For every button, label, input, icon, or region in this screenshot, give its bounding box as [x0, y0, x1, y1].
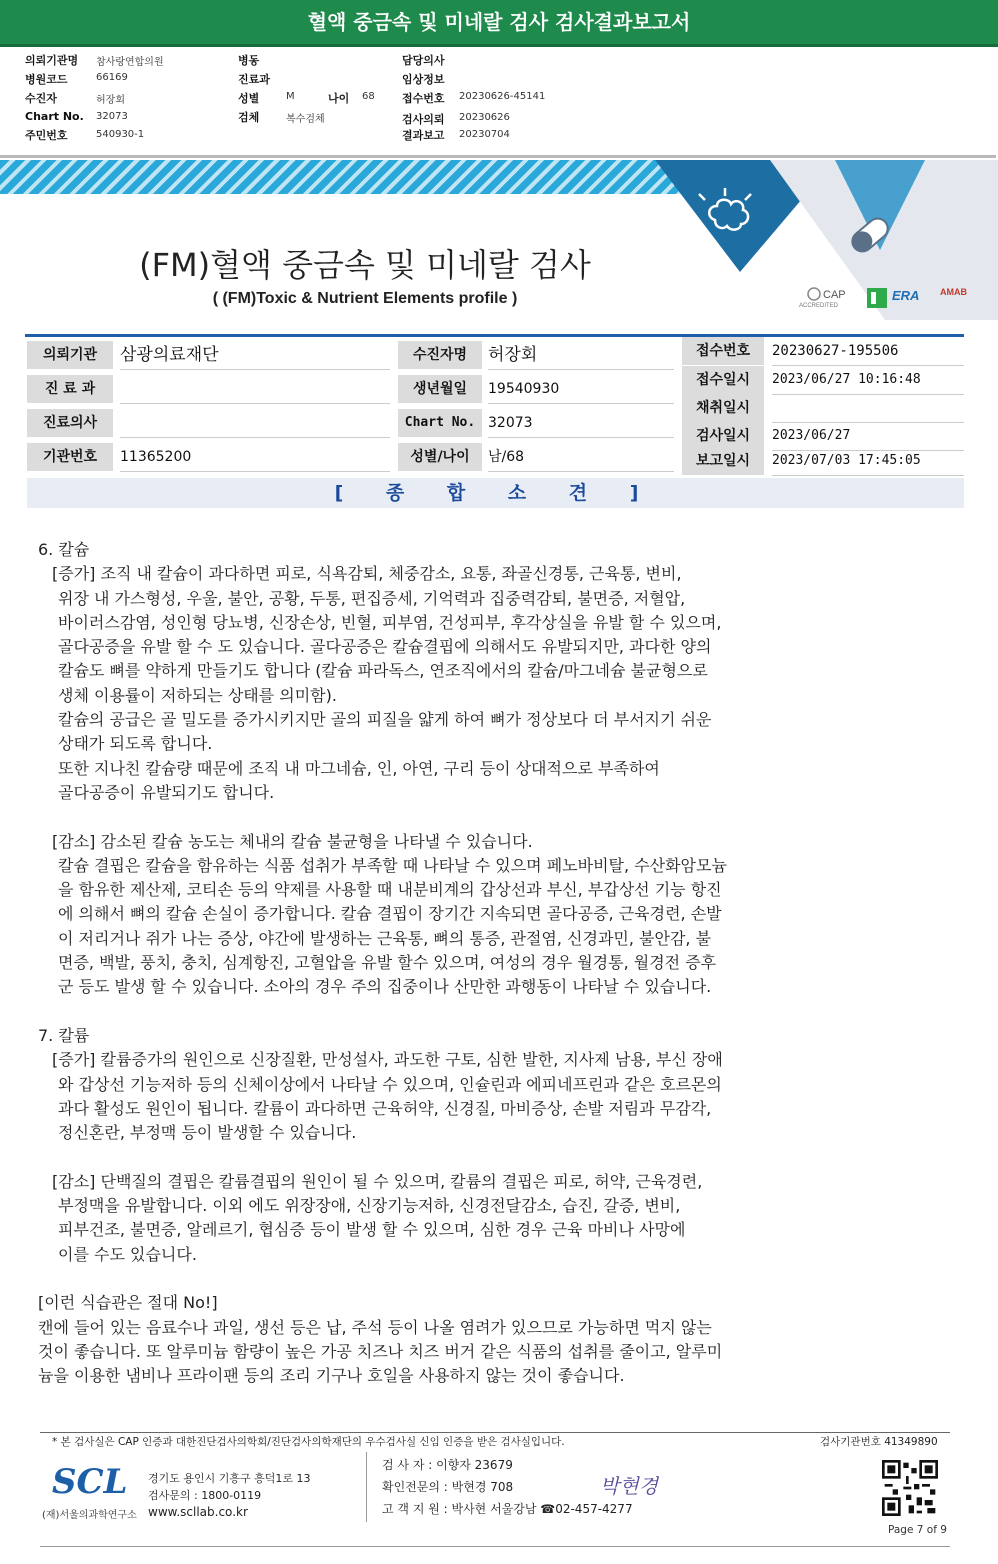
- body-line: 골다공증을 유발 할 수 도 있습니다. 골다공증은 칼슘결핍에 의해서도 유발되지만, 과다한 양의: [58, 637, 712, 657]
- table-value: [120, 409, 390, 438]
- table-value: 허장회: [488, 341, 674, 370]
- paragraph-gap: [38, 1000, 938, 1024]
- test-title: (FM)혈액 중금속 및 미네랄 검사: [139, 246, 591, 284]
- summary-section-header: [ 종 합 소 견 ]: [27, 478, 964, 508]
- body-line: [감소] 단백질의 결핍은 칼륨결핍의 원인이 될 수 있으며, 칼륨의 결핍은 피로, 허약, 근육경련,: [52, 1171, 703, 1191]
- lm-logo: [867, 288, 887, 308]
- header-value: 20230626: [459, 112, 510, 123]
- lab-inquiry: 검사문의 : 1800-0119: [148, 1489, 262, 1502]
- paragraph-gap: [38, 805, 938, 829]
- header-key: 검사의뢰: [402, 113, 445, 126]
- table-key: 의뢰기관: [27, 341, 113, 369]
- accreditation-note: * 본 검사실은 CAP 인증과 대한진단검사의학회/진단검사의학재단의 우수검사실 신임 인증을 받은 검사실입니다.: [52, 1436, 565, 1448]
- header-key: Chart No.: [25, 110, 84, 123]
- table-key: 접수일시: [682, 366, 764, 394]
- body-line: 이를 수도 있습니다.: [58, 1244, 197, 1264]
- body-line: 또한 지나친 칼슘량 때문에 조직 내 마그네슘, 인, 아연, 구리 등이 상대적으로 부족하여: [58, 758, 660, 778]
- body-line: 군 등도 발생 할 수 있습니다. 소아의 경우 주의 집중이나 산만한 과행동이 나타날 수 있습니다.: [58, 977, 712, 997]
- body-line: [이런 식습관은 절대 No!]: [38, 1293, 218, 1313]
- table-key: 검사일시: [682, 422, 764, 450]
- bottom-divider: [40, 1546, 950, 1547]
- body-line: 와 갑상선 기능저하 등의 신체이상에서 나타날 수 있으며, 인슐린과 에피네프린과 같은 호르몬의: [58, 1074, 722, 1094]
- tester-info: 검 사 자 : 이향자 23679: [382, 1458, 513, 1472]
- table-key: 수진자명: [398, 341, 482, 369]
- table-key: Chart No.: [398, 409, 482, 437]
- support-info: 고 객 지 원 : 박사현 서울강남 ☎02-457-4277: [382, 1502, 633, 1516]
- header-value: 66169: [96, 72, 128, 83]
- table-value: 2023/06/27 10:16:48: [772, 366, 964, 395]
- table-value: 32073: [488, 409, 674, 438]
- body-line: 칼슘 결핍은 칼슘을 함유하는 식품 섭취가 부족할 때 나타날 수 있으며 페노바비탈, 수산화암모늄: [58, 855, 727, 875]
- body-line: 6. 칼슘: [38, 540, 90, 559]
- header-value: 복수검체: [286, 114, 325, 125]
- header-value: 허장회: [96, 95, 125, 106]
- table-key: 진 료 과: [27, 375, 113, 403]
- report-title-bar: 혈액 중금속 및 미네랄 검사 검사결과보고서: [0, 0, 998, 47]
- table-key: 채취일시: [682, 394, 764, 422]
- test-subtitle: ( (FM)Toxic & Nutrient Elements profile ): [212, 290, 518, 307]
- table-key: 진료의사: [27, 409, 113, 437]
- page-number: Page 7 of 9: [888, 1524, 947, 1536]
- header-value: 20230704: [459, 129, 510, 140]
- era-logo: ERA: [892, 288, 920, 303]
- header-key: 수진자: [25, 92, 57, 105]
- qr-code-icon: [882, 1460, 938, 1516]
- body-line: [증가] 조직 내 칼슘이 과다하면 피로, 식욕감퇴, 체중감소, 요통, 좌골신경통, 근육통, 변비,: [52, 564, 682, 584]
- amab-logo: AMAB: [940, 287, 967, 297]
- cap-accredited-logo: [799, 288, 846, 309]
- body-line: 칼슘도 뼈를 약하게 만들기도 합니다 (칼슘 파라독스, 연조직에서의 칼슘/마그네슘 불균형으로: [58, 661, 708, 681]
- body-line: [감소] 감소된 칼슘 농도는 체내의 칼슘 불균형을 나타낼 수 있습니다.: [52, 831, 533, 851]
- body-line: 바이러스감염, 성인형 당뇨병, 신장손상, 빈혈, 피부염, 건성피부, 후각상실을 유발 할 수 있으며,: [58, 612, 722, 632]
- header-value: 540930-1: [96, 129, 145, 140]
- body-line: [증가] 칼륨증가의 원인으로 신장질환, 만성설사, 과도한 구토, 심한 발한, 지사제 남용, 부신 장애: [52, 1050, 723, 1070]
- footer-divider: [40, 1432, 950, 1433]
- header-key: 임상정보: [402, 73, 445, 86]
- header-key: 진료과: [238, 73, 270, 86]
- footer-separator: [366, 1452, 367, 1522]
- table-value: 2023/06/27: [772, 422, 964, 451]
- body-line: 골다공증이 유발되기도 합니다.: [58, 782, 275, 802]
- table-value: 11365200: [120, 443, 390, 472]
- cap-logo-text: CAP: [823, 289, 846, 301]
- table-value: [120, 375, 390, 404]
- header-key: 병동: [238, 54, 260, 67]
- header-key: 병원코드: [25, 73, 68, 86]
- paragraph-gap: [38, 1145, 938, 1169]
- body-line: 7. 칼륨: [38, 1025, 90, 1045]
- table-key: 성별/나이: [398, 443, 482, 471]
- header-value: 참사랑연합의원: [96, 57, 164, 68]
- lab-address: 경기도 용인시 기흥구 흥덕1로 13: [148, 1472, 311, 1485]
- body-line: 이 저리거나 쥐가 나는 증상, 야간에 발생하는 근육통, 뼈의 통증, 관절염, 신경과민, 불안감, 불: [58, 928, 712, 948]
- table-key: 접수번호: [682, 337, 764, 365]
- cap-logo-subtext: ACCREDITED: [799, 303, 839, 309]
- body-line: 면증, 백발, 풍치, 충치, 심계항진, 고혈압을 유발 할수 있으며, 여성의 경우 월경통, 월경전 증후: [58, 953, 717, 973]
- table-key: 기관번호: [27, 443, 113, 471]
- header-key: 나이: [328, 92, 350, 105]
- body-line: 피부건조, 불면증, 알레르기, 협심증 등이 발생 할 수 있으며, 심한 경우 근육 마비나 사망에: [58, 1220, 686, 1240]
- body-line: 을 함유한 제산제, 코티손 등의 약제를 사용할 때 내분비계의 갑상선과 부신, 부갑상선 기능 항진: [58, 880, 722, 900]
- scl-logo: SCL: [52, 1462, 128, 1502]
- body-line: 칼슘의 공급은 골 밀도를 증가시키지만 골의 피질을 얇게 하여 뼈가 정상보다 더 부서지기 쉬운: [58, 710, 712, 730]
- body-line: 에 의해서 뼈의 칼슘 손실이 증가합니다. 칼슘 결핍이 장기간 지속되면 골다공증, 근육경련, 손발: [58, 904, 722, 924]
- header-key: 성별: [238, 92, 260, 105]
- header-key: 결과보고: [402, 129, 445, 142]
- body-line: 정신혼란, 부정맥 등이 발생할 수 있습니다.: [58, 1123, 357, 1143]
- header-key: 검체: [238, 111, 260, 124]
- body-line: 것이 좋습니다. 또 알루미늄 함량이 높은 가공 치즈나 치즈 버거 같은 식품의 섭취를 줄이고, 알루미: [38, 1341, 723, 1361]
- header-key: 주민번호: [25, 129, 68, 142]
- specialist-info: 확인전문의 : 박현경 708: [382, 1480, 514, 1494]
- body-line: 캔에 들어 있는 음료수나 과일, 생선 등은 납, 주석 등이 나올 염려가 있으므로 가능하면 먹지 않는: [38, 1317, 712, 1337]
- report-header-info: [0, 47, 996, 158]
- paragraph-gap: [38, 1267, 938, 1291]
- body-line: 부정맥을 유발합니다. 이외 에도 위장장애, 신장기능저하, 신경전달감소, 습진, 갈증, 변비,: [58, 1196, 681, 1216]
- table-value: 20230627-195506: [772, 337, 964, 366]
- lab-name: (재)서울의과학연구소: [42, 1510, 137, 1521]
- body-line: 과다 활성도 원인이 됩니다. 칼륨이 과다하면 근육허약, 신경질, 마비증상, 손발 저림과 무감각,: [58, 1098, 712, 1118]
- summary-body-text: [38, 538, 938, 1388]
- header-value: 32073: [96, 111, 128, 122]
- signature: 박현경: [600, 1474, 658, 1498]
- table-value: 남/68: [488, 443, 674, 472]
- header-value: 68: [362, 91, 375, 102]
- header-value: M: [286, 91, 295, 102]
- body-line: 위장 내 가스형성, 우울, 불안, 공황, 두통, 편집증세, 기억력과 집중력감퇴, 불면증, 저혈압,: [58, 588, 686, 608]
- header-key: 접수번호: [402, 92, 445, 105]
- institution-number: 검사기관번호 41349890: [820, 1436, 938, 1448]
- table-key: 보고일시: [682, 447, 764, 475]
- header-value: 20230626-45141: [459, 91, 546, 102]
- body-line: 상태가 되도록 합니다.: [58, 734, 213, 754]
- table-value: 2023/07/03 17:45:05: [772, 447, 964, 476]
- lab-website[interactable]: www.scllab.co.kr: [148, 1505, 248, 1519]
- table-value: [772, 394, 964, 423]
- body-line: 늄을 이용한 냄비나 프라이팬 등의 조리 기구나 호일을 사용하지 않는 것이 좋습니다.: [38, 1366, 625, 1386]
- table-key: 생년월일: [398, 375, 482, 403]
- header-key: 의뢰기관명: [25, 54, 79, 67]
- header-key: 담당의사: [402, 54, 445, 67]
- body-line: 생체 이용률이 저하되는 상태를 의미함).: [58, 685, 337, 705]
- table-value: 19540930: [488, 375, 674, 404]
- table-value: 삼광의료재단: [120, 341, 390, 370]
